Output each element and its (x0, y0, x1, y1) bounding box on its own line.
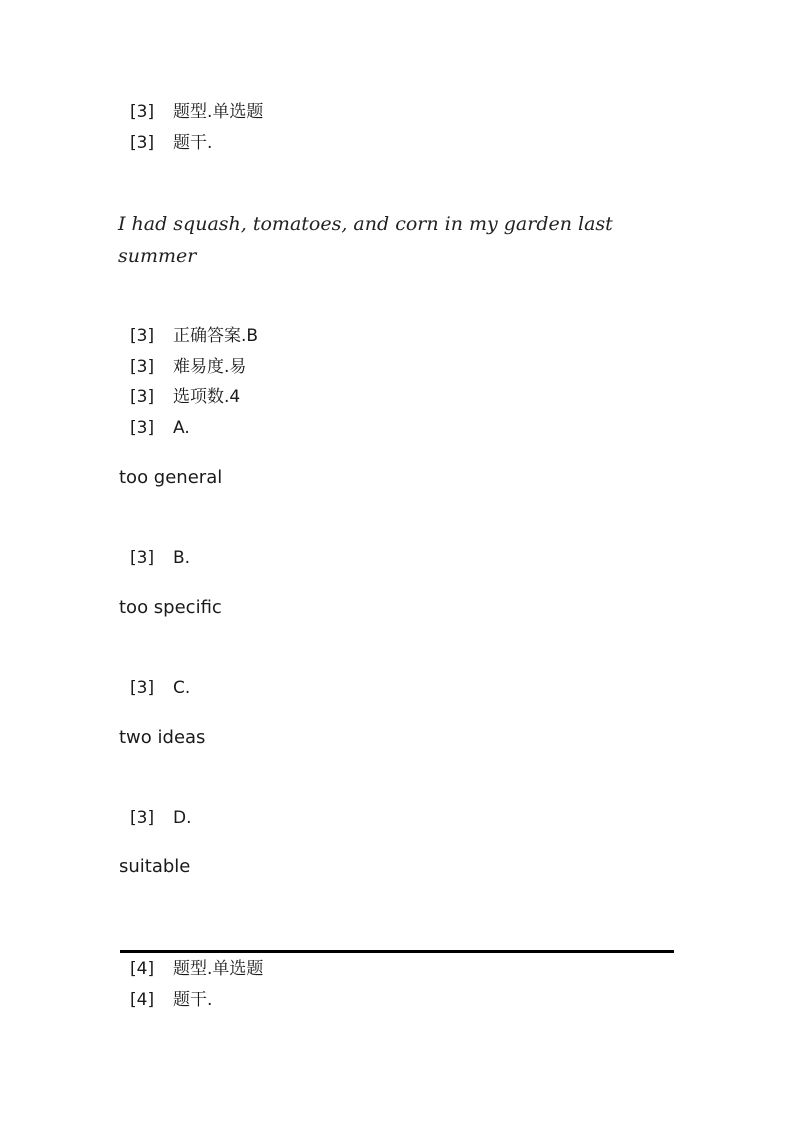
option-d-label-line (130, 807, 192, 829)
option-b-label-line (130, 547, 190, 569)
question-number: [3] (130, 357, 155, 377)
option-d-label: D. (173, 808, 192, 828)
question-number: [4] (130, 959, 155, 979)
question-number: [3] (130, 387, 155, 407)
question-type: 题型.单选题 (173, 959, 264, 979)
question-number: [3] (130, 133, 155, 153)
question-number: [3] (130, 102, 155, 122)
question-stem-label-line (130, 132, 212, 154)
option-c-label: C. (173, 678, 191, 698)
option-a-label-line (130, 417, 190, 439)
question-number: [4] (130, 990, 155, 1010)
question-stem-label: 题干. (173, 133, 213, 153)
correct-answer: 正确答案.B (173, 326, 259, 346)
option-b-label: B. (173, 548, 191, 568)
question-stem: I had squash, tomatoes, and corn in my garden last summer (118, 213, 613, 267)
question-number: [3] (130, 548, 155, 568)
question-type: 题型.单选题 (173, 102, 264, 122)
option-d-text: suitable (119, 856, 191, 877)
option-a-label: A. (173, 418, 190, 438)
question-number: [3] (130, 418, 155, 438)
question-stem-label: 题干. (173, 990, 213, 1010)
question-number: [3] (130, 808, 155, 828)
question-stem-label-line (130, 989, 212, 1011)
difficulty: 难易度.易 (173, 357, 247, 377)
option-count: 选项数.4 (173, 387, 241, 407)
question-number: [3] (130, 326, 155, 346)
question-type-line (130, 958, 263, 980)
question-divider (120, 950, 674, 953)
option-c-label-line (130, 677, 190, 699)
option-b-text: too specific (119, 597, 222, 618)
option-c-text: two ideas (119, 727, 206, 748)
question-type-line (130, 101, 263, 123)
option-a-text: too general (119, 467, 223, 488)
option-count-line (130, 386, 240, 408)
question-number: [3] (130, 678, 155, 698)
difficulty-line (130, 356, 246, 378)
correct-answer-line (130, 325, 258, 347)
